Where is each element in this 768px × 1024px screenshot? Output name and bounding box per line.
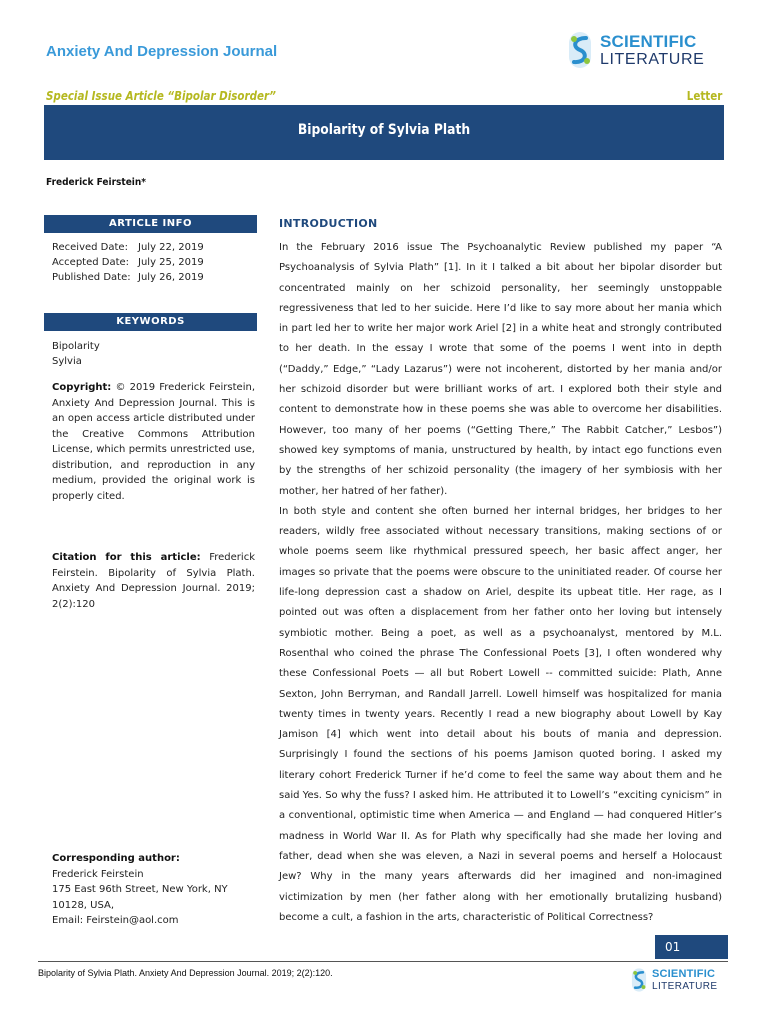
article-dates [44,233,257,313]
article-sidebar [44,215,257,396]
article-body [279,238,722,928]
special-issue-label: Special Issue Article “Bipolar Disorder” [46,89,276,103]
accepted-date: Accepted Date: July 25, 2019 [52,257,204,268]
publisher-name-line2: LITERATURE [600,51,705,68]
citation-block [52,550,255,612]
keywords-heading: KEYWORDS [44,313,257,331]
corresponding-label: Corresponding author: [52,853,180,864]
article-info-heading: ARTICLE INFO [44,215,257,233]
corresponding-address-line1: 175 East 96th Street, New York, NY [52,884,228,895]
section-heading-introduction: INTRODUCTION [279,217,378,230]
copyright-notice [52,380,255,504]
footer-citation: Bipolarity of Sylvia Plath. Anxiety And Depression Journal. 2019; 2(2):120. [38,968,333,978]
keyword-item: Sylvia [52,356,82,367]
publisher-logo-icon [566,30,594,70]
journal-title: Anxiety And Depression Journal [46,43,278,60]
copyright-text: © 2019 Frederick Feirstein, Anxiety And Depression Journal. This is an open access article distributed under the Creative Commons Attribution License, which permits unrestricted use, distribution, and reproduction in any medium, provided the original work is properly cited. [52,382,255,502]
publisher-logo [566,30,736,74]
publisher-logo-icon [630,967,648,993]
footer-divider [38,961,728,962]
title-banner [44,105,724,160]
publisher-name-line2: LITERATURE [652,981,718,992]
publisher-name-line1: SCIENTIFIC [652,968,716,980]
corresponding-address-line2: 10128, USA, [52,899,115,911]
received-date: Received Date: July 22, 2019 [52,242,204,253]
corresponding-name: Frederick Feirstein [52,868,144,880]
corresponding-author-block [52,851,255,929]
body-paragraph: In both style and content she often burned her internal bridges, her bridges to her readers, wildly free associated without necessary transitions, making sections of or whole poems seem like rhythmical pressured speech, her basic affect anger, her images so private that the poems were obscure to the uninitiated reader. Of course her life-long depression cast a shadow on Ariel, despite its upbeat title. Her rage, as I pointed out was often a displacement from her father onto her loving but intensely symbiotic mother. Being a poet, as well as a psychoanalyst, mentored by M.L. Rosenthal who coined the phrase The Confessional Poets [3], I often wondered why these Confessional Poets — all but Robert Lowell -- committed suicide: Plath, Anne Sexton, John Berryman, and Randall Jarrell. Lowell himself was hospitalized for mania twenty times in twenty years. Recently I read a new biography about Lowell by Kay Jamison [4] which went into detail about his bouts of mania and depression. Surprisingly I found the sections of his poems Jamison quoted boring. I asked my literary cohort Frederick Turner if he’d come to feel the same way about them and he said Yes. So why the fuss? I asked him. He attributed it to Lowell’s “exciting cynicism” in a conventional, optimistic time when America — and England — had conquered Hitler’s madness in World War II. As for Plath why specifically had she made her loving and father, dead when she was eleven, a Nazi in several poems and herself a Holocaust Jew? Why in the many years afterwards did her imagined and non-imagined victimization by men (her father along with her emotionally brutalizing husband) become a cult, a fashion in the arts, characteristic of Political Correctness? [279,505,722,923]
copyright-label: Copyright: [52,382,112,393]
author-name: Frederick Feirstein* [46,177,147,188]
body-paragraph: In the February 2016 issue The Psychoanalytic Review published my paper “A Psychoanalysis of Sylvia Plath” [1]. In it I talked a bit about her bipolar disorder but concentrated mainly on her schizoid personality, her seemingly unstoppable regressiveness that led to her suicide. Here I’d like to say more about her mania which in part led her to write her major work Ariel [2] in a white heat and strongly contributed to her death. In the essay I wrote that some of the poems I went into in depth (“Daddy,” Edge,” “Lady Lazarus”) were not incoherent, distorted by her mania and/or her schizoid disorder but were brilliant works of art. I explored both their style and content to demonstrate how in these poems she was able to overcome her disabilities. However, too many of her poems (“Getting There,” The Rabbit Catcher,” Lesbos”) showed key symptoms of mania, unstructured by health, by intact ego functions even by the strengths of her schizoid personality (the imagery of her symbiosis with her mother, her hatred of her father). [279,242,722,497]
page-number: 01 [655,935,728,959]
keyword-item: Bipolarity [52,341,100,352]
citation-text: Frederick Feirstein. Bipolarity of Sylvia Plath. Anxiety And Depression Journal. 2019; 2(2):120 [52,552,255,610]
publisher-name-line1: SCIENTIFIC [600,32,697,51]
citation-label: Citation for this article: [52,552,201,563]
corresponding-email[interactable]: Email: Feirstein@aol.com [52,915,179,926]
article-type-label: Letter [686,89,722,103]
footer-publisher-logo [630,967,730,997]
published-date: Published Date: July 26, 2019 [52,272,204,283]
article-title: Bipolarity of Sylvia Plath [297,122,471,138]
